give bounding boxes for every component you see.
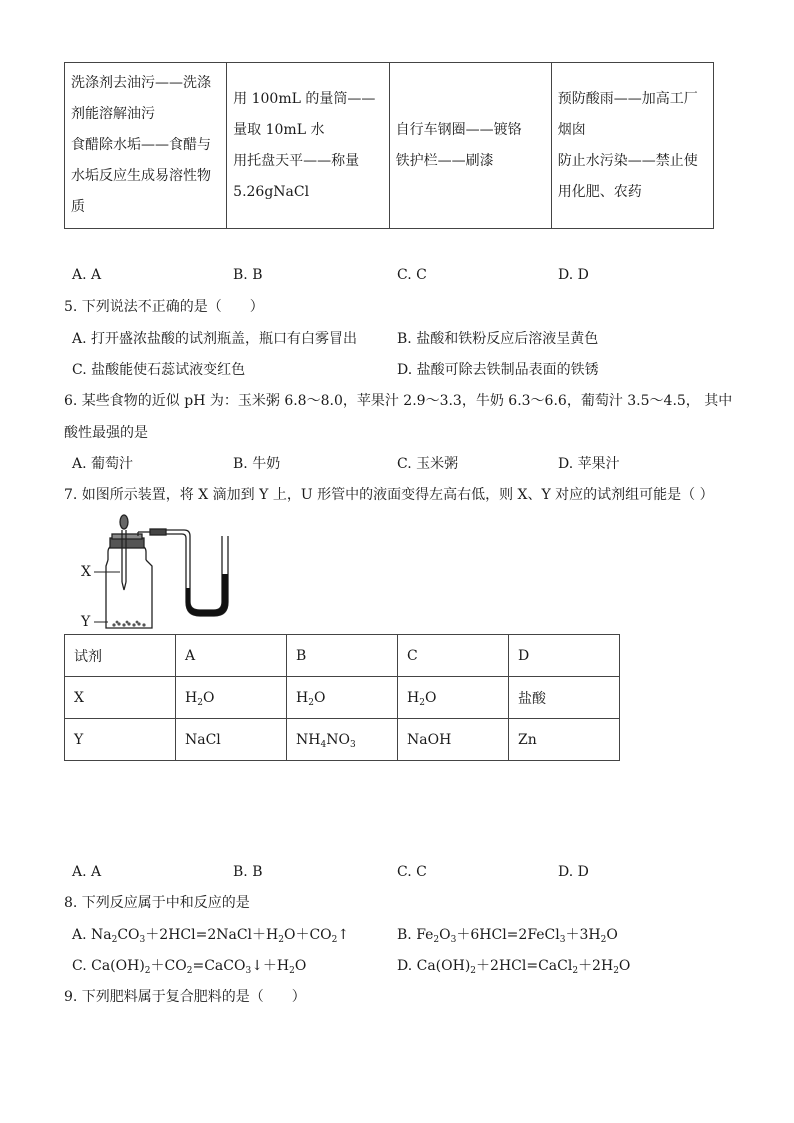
subscript: 2 — [144, 966, 151, 976]
table-cell: NaOH — [398, 719, 509, 761]
q7-stem: 7. 如图所示装置，将 X 滴加到 Y 上，U 形管中的液面变得左高右低，则 X、Y 对应的试剂组可能是（ ） — [64, 487, 714, 503]
table-row — [65, 677, 620, 719]
subscript: 3 — [559, 935, 566, 945]
subscript: 3 — [139, 935, 146, 945]
q5-stem: 5. 下列说法不正确的是（ ） — [64, 299, 264, 315]
q5-option-d[interactable]: D. 盐酸可除去铁制品表面的铁锈 — [397, 362, 599, 378]
formula-part: H — [296, 689, 309, 706]
table-cell — [398, 677, 509, 719]
formula-part: H — [407, 689, 420, 706]
q7-option-c[interactable]: C. C — [397, 864, 427, 880]
formula-part: ＋CO — [150, 958, 187, 974]
formula-part: D. Ca(OH) — [397, 958, 471, 974]
row-label-cell: X — [65, 677, 176, 719]
table-cell: 盐酸 — [509, 677, 620, 719]
table-cell — [389, 63, 551, 229]
table-cell — [176, 677, 287, 719]
subscript: 2 — [613, 966, 619, 976]
formula-part: ＋6HCl=2FeCl — [456, 927, 560, 943]
q7-option-a[interactable]: A. A — [72, 864, 102, 880]
formula-part: O — [618, 958, 631, 974]
cell-text: 铁护栏——刷漆 — [395, 152, 494, 169]
subscript: 2 — [419, 697, 425, 708]
subscript: 2 — [331, 935, 338, 945]
subscript: 2 — [470, 966, 477, 976]
formula-part: A. Na — [72, 927, 112, 943]
header-cell: B — [287, 635, 398, 677]
figure-label-x: X — [81, 564, 91, 580]
subscript: 3 — [349, 739, 356, 750]
header-cell: A — [176, 635, 287, 677]
table-cell — [227, 63, 389, 229]
q8-stem: 8. 下列反应属于中和反应的是 — [64, 895, 250, 911]
q6-option-c[interactable]: C. 玉米粥 — [397, 456, 459, 472]
formula-part: =CaCO — [192, 958, 246, 974]
q5-option-b[interactable]: B. 盐酸和铁粉反应后溶液呈黄色 — [397, 331, 599, 347]
subscript: 3 — [245, 966, 252, 976]
formula-part: ＋2HCl=2NaCl＋H — [145, 927, 279, 943]
formula-part: B. Fe — [397, 927, 434, 943]
table-row — [65, 635, 620, 677]
q5-option-a[interactable]: A. 打开盛浓盐酸的试剂瓶盖，瓶口有白雾冒出 — [72, 331, 358, 347]
subscript: 2 — [186, 966, 193, 976]
subscript: 2 — [197, 697, 203, 708]
cell-text: 用托盘天平——称量 5.26gNaCl — [233, 152, 360, 200]
formula-part: ＋3H — [565, 927, 601, 943]
cell-text: 洗涤剂去油污——洗涤剂能溶解油污 — [71, 75, 211, 122]
q6-option-a[interactable]: A. 葡萄汁 — [72, 456, 134, 472]
table-cell — [287, 719, 398, 761]
q7-option-b[interactable]: B. B — [233, 864, 263, 880]
subscript: 2 — [433, 935, 440, 945]
q6-option-d[interactable]: D. 苹果汁 — [558, 456, 620, 472]
subscript: 2 — [600, 935, 607, 945]
q4-option-a[interactable]: A. A — [72, 267, 102, 283]
row-label-cell: Y — [65, 719, 176, 761]
cell-text: 预防酸雨——加高工厂烟囱 — [557, 90, 698, 138]
formula-part: NO — [326, 731, 350, 748]
formula-part: CO — [117, 927, 140, 943]
q8-option-d[interactable] — [397, 958, 631, 976]
subscript: 2 — [289, 966, 295, 976]
subscript: 2 — [572, 966, 579, 976]
q6-option-b[interactable]: B. 牛奶 — [233, 456, 281, 472]
q8-option-c[interactable] — [72, 958, 307, 976]
header-cell: C — [398, 635, 509, 677]
formula-part: O — [439, 927, 451, 943]
table-cell — [287, 677, 398, 719]
table-row — [65, 63, 714, 229]
q7-option-d[interactable]: D. D — [558, 864, 589, 880]
subscript: 2 — [278, 935, 284, 945]
apparatus-figure — [76, 510, 246, 632]
formula-part: C. Ca(OH) — [72, 958, 145, 974]
figure-label-y: Y — [81, 614, 91, 630]
formula-part: O — [294, 958, 307, 974]
table-cell: NaCl — [176, 719, 287, 761]
formula-part: ↓＋H — [251, 958, 290, 974]
header-cell: 试剂 — [65, 635, 176, 677]
formula-part: ＋2H — [578, 958, 614, 974]
q4-option-b[interactable]: B. B — [233, 267, 263, 283]
table-cell — [551, 63, 713, 229]
q6-stem-line1: 6. 某些食物的近似 pH 为：玉米粥 6.8～8.0，苹果汁 2.9～3.3，牛奶 6.3～6.6，葡萄汁 3.5～4.5， 其中 — [64, 393, 733, 409]
q7-table — [64, 634, 620, 761]
header-cell: D — [509, 635, 620, 677]
subscript: 2 — [308, 697, 314, 708]
formula-part: O — [606, 927, 618, 943]
formula-part: H — [185, 689, 198, 706]
formula-part: O — [424, 689, 437, 706]
q8-option-b[interactable] — [397, 927, 618, 945]
q6-stem-line2: 酸性最强的是 — [64, 425, 148, 441]
cell-text: 防止水污染——禁止使用化肥、农药 — [557, 152, 698, 200]
q8-option-a[interactable] — [72, 927, 350, 945]
q4-table — [64, 62, 714, 229]
formula-part: ↑ — [337, 927, 350, 943]
subscript: 4 — [320, 739, 327, 750]
cell-text: 自行车钢圈——镀铬 — [395, 121, 522, 138]
table-row — [65, 719, 620, 761]
formula-part: O — [202, 689, 215, 706]
table-cell — [65, 63, 227, 229]
subscript: 3 — [450, 935, 457, 945]
formula-part: ＋2HCl=CaCl — [476, 958, 573, 974]
cell-text: 食醋除水垢——食醋与水垢反应生成易溶性物质 — [71, 137, 211, 215]
subscript: 2 — [111, 935, 118, 945]
formula-part: O＋CO — [283, 927, 332, 943]
q4-option-c[interactable]: C. C — [397, 267, 427, 283]
formula-part: NH — [296, 731, 321, 748]
formula-part: O — [313, 689, 326, 706]
cell-text: 用 100mL 的量筒——量取 10mL 水 — [233, 90, 376, 138]
q9-stem: 9. 下列肥料属于复合肥料的是（ ） — [64, 989, 306, 1005]
table-cell: Zn — [509, 719, 620, 761]
q5-option-c[interactable]: C. 盐酸能使石蕊试液变红色 — [72, 362, 246, 378]
q4-option-d[interactable]: D. D — [558, 267, 589, 283]
